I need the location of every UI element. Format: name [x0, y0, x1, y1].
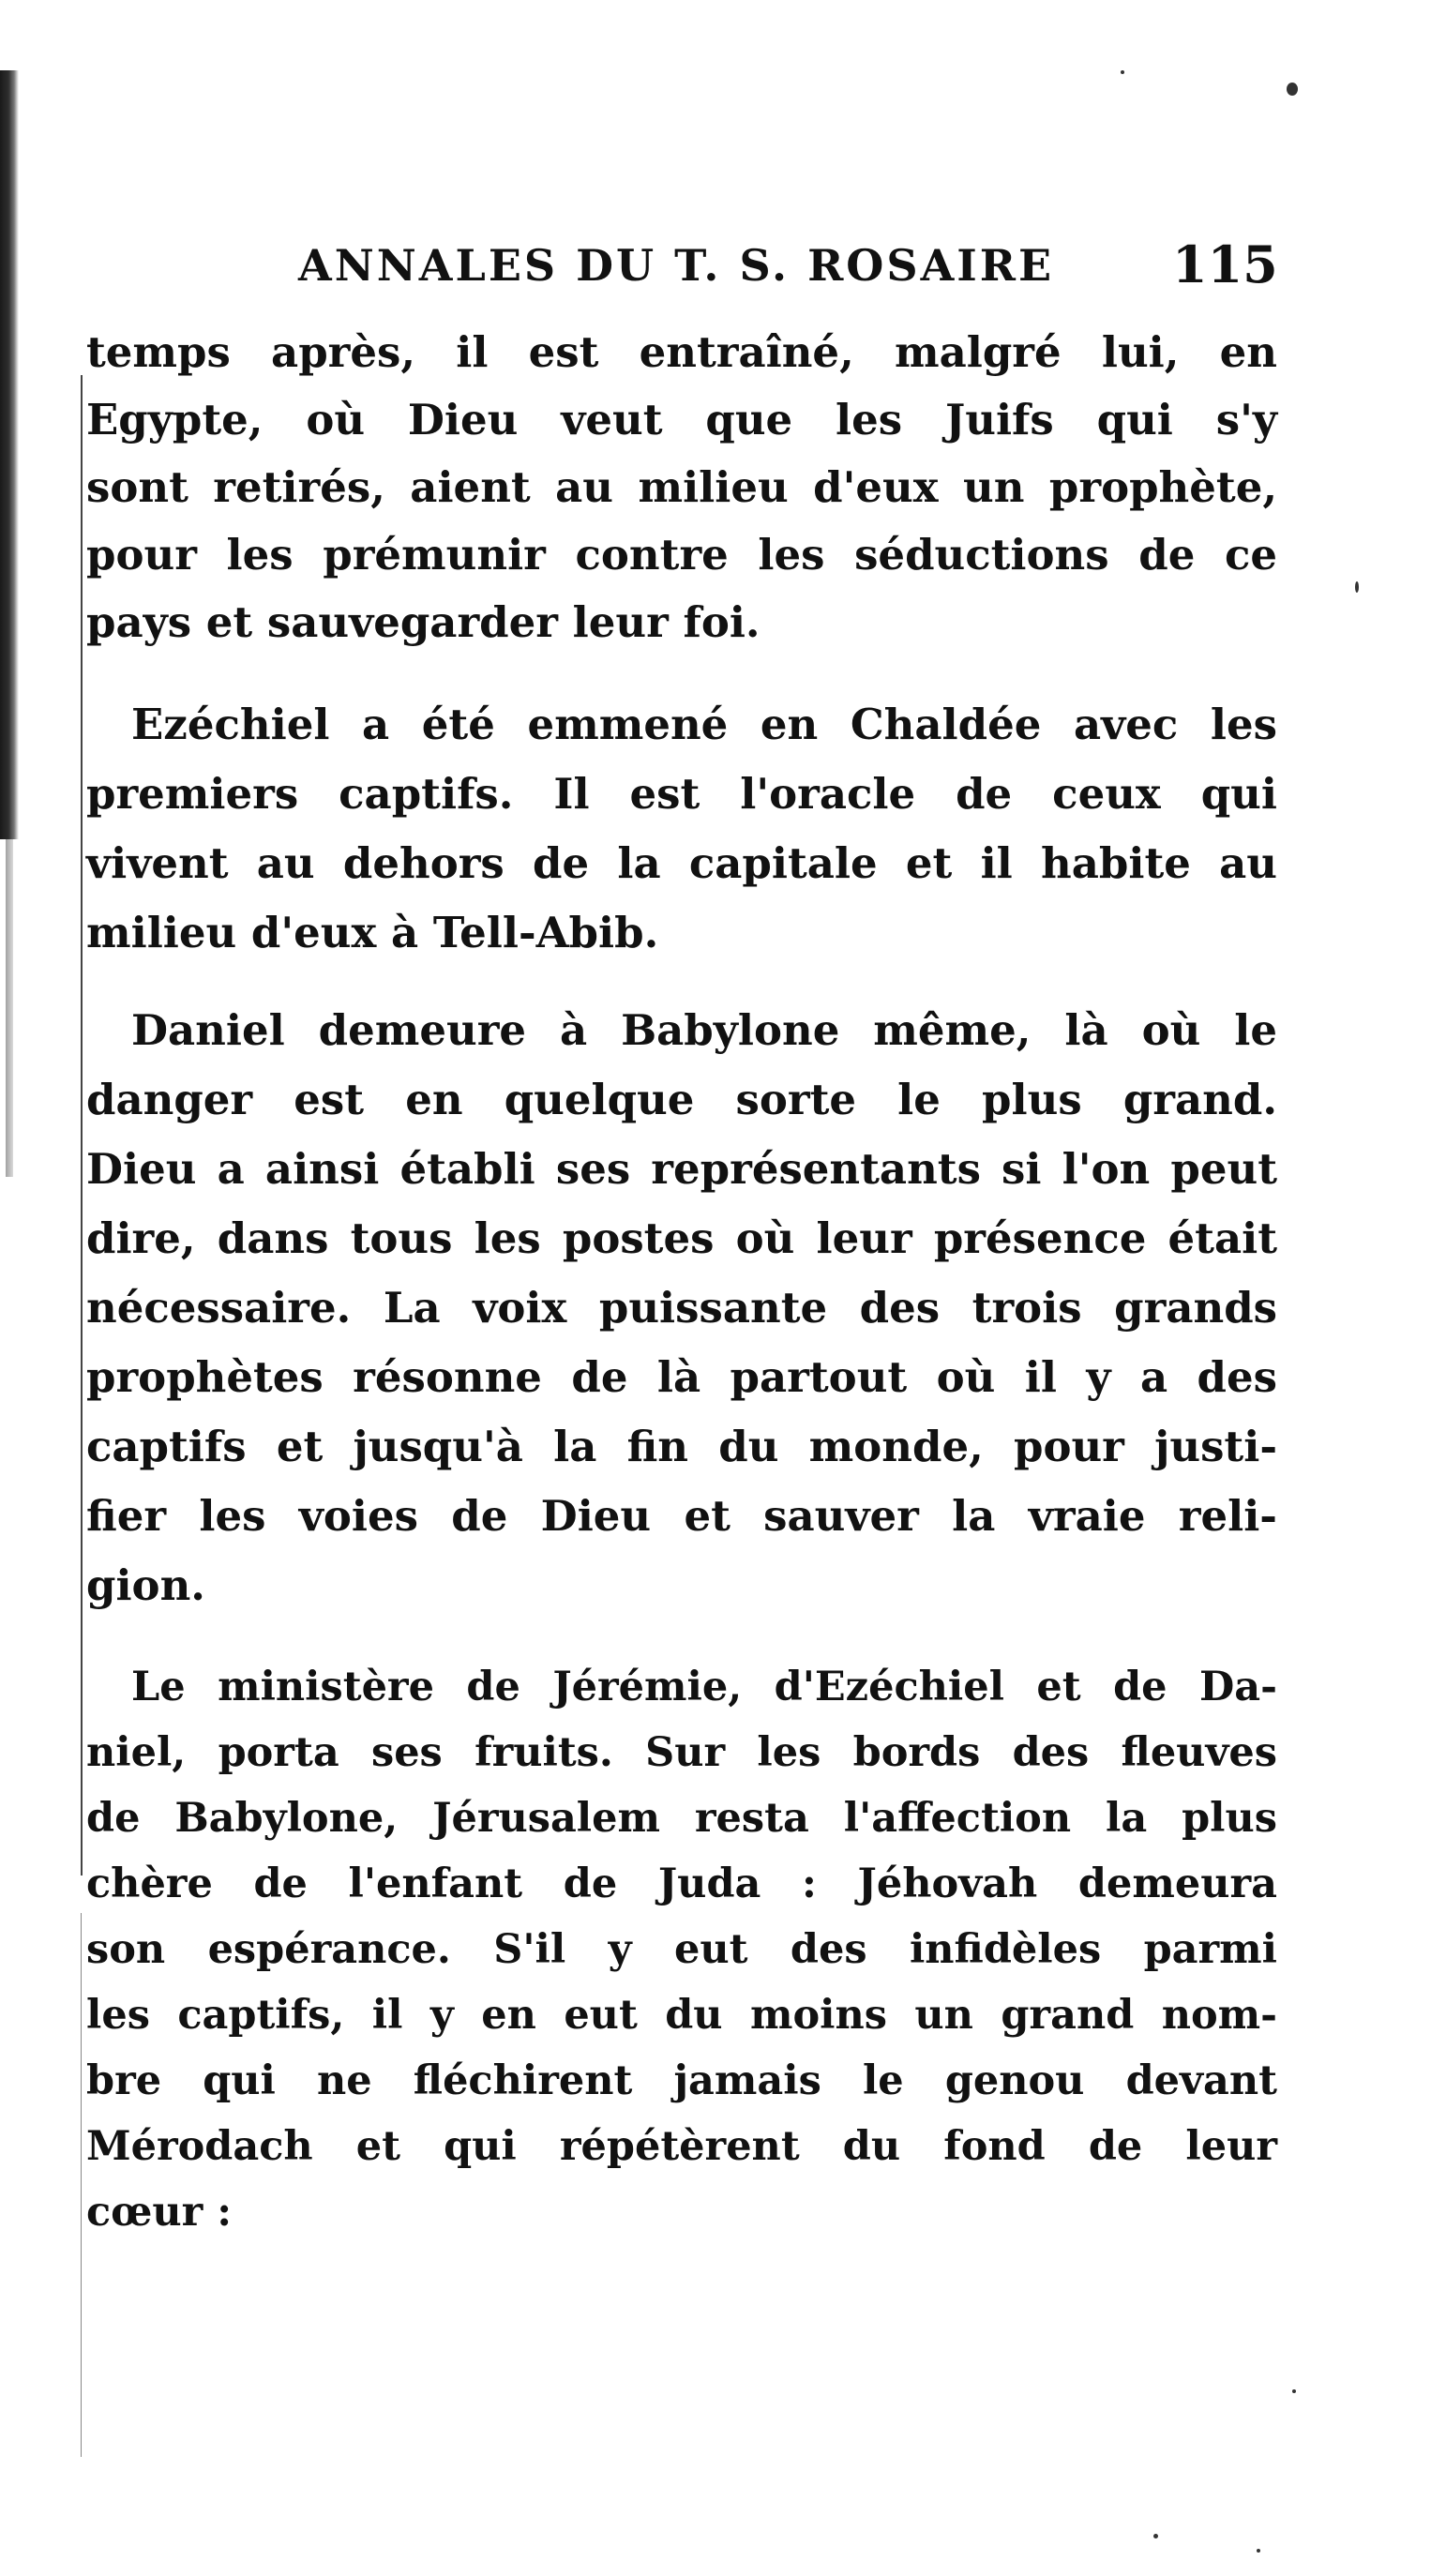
text-line: pays et sauvegarder leur foi.: [86, 597, 761, 647]
paragraph-1: [86, 319, 1277, 656]
text-line: Dieu a ainsi établi ses représentants si l'on peut: [86, 1144, 1277, 1194]
text-line: vivent au dehors de la capitale et il habite au: [86, 838, 1277, 888]
text-line: gion.: [86, 1560, 205, 1610]
text-line: Ezéchiel a été emmené en Chaldée avec les: [131, 700, 1277, 749]
running-head: [86, 234, 1277, 309]
text-line: cœur :: [86, 2189, 233, 2236]
text-line: milieu d'eux à Tell-Abib.: [86, 908, 659, 957]
ink-speck: [1355, 581, 1359, 593]
text-line: bre qui ne fléchirent jamais le genou devant: [86, 2057, 1277, 2104]
text-line: Le ministère de Jérémie, d'Ezéchiel et de Da-: [131, 1664, 1277, 1710]
text-line: de Babylone, Jérusalem resta l'affection la plus: [86, 1795, 1277, 1842]
paragraph-4: [86, 1654, 1277, 2245]
text-line: son espérance. S'il y eut des infidèles parmi: [86, 1926, 1277, 1973]
ink-speck: [1257, 2549, 1260, 2553]
text-line: Mérodach et qui répétèrent du fond de leur: [86, 2123, 1277, 2170]
text-line: premiers captifs. Il est l'oracle de ceux qui: [86, 769, 1277, 819]
ink-speck: [1153, 2534, 1158, 2538]
text-line: danger est en quelque sorte le plus grand.: [86, 1075, 1277, 1124]
text-line: prophètes résonne de là partout où il y a des: [86, 1352, 1277, 1402]
book-spine-shadow: [0, 70, 19, 839]
ink-speck: [1121, 70, 1124, 74]
text-line: pour les prémunir contre les séductions de ce: [86, 530, 1277, 580]
text-line: dire, dans tous les postes où leur présence était: [86, 1213, 1277, 1263]
text-line: chère de l'enfant de Juda : Jéhovah demeura: [86, 1860, 1277, 1907]
text-line: temps après, il est entraîné, malgré lui, en: [86, 327, 1277, 377]
text-line: fier les voies de Dieu et sauver la vraie reli-: [86, 1491, 1277, 1541]
margin-rule-lower: [81, 1913, 82, 2457]
text-line: Daniel demeure à Babylone même, là où le: [131, 1005, 1277, 1055]
text-line: nécessaire. La voix puissante des trois grands: [86, 1283, 1277, 1333]
text-line: captifs et jusqu'à la fin du monde, pour justi-: [86, 1422, 1277, 1471]
ink-speck: [1292, 2389, 1296, 2393]
gutter-shadow: [6, 839, 13, 1177]
paragraph-3: [86, 996, 1277, 1620]
page-number: 115: [1172, 234, 1278, 294]
paragraph-2: [86, 690, 1277, 968]
page-content: [86, 234, 1277, 2245]
running-title: ANNALES DU T. S. ROSAIRE: [298, 240, 1055, 291]
text-line: sont retirés, aient au milieu d'eux un prophète,: [86, 462, 1277, 512]
text-line: Egypte, où Dieu veut que les Juifs qui s'y: [86, 395, 1277, 444]
text-line: les captifs, il y en eut du moins un grand nom-: [86, 1992, 1277, 2039]
ink-speck: [1287, 83, 1298, 96]
text-line: niel, porta ses fruits. Sur les bords des fleuves: [86, 1729, 1277, 1776]
margin-rule: [81, 375, 83, 1876]
